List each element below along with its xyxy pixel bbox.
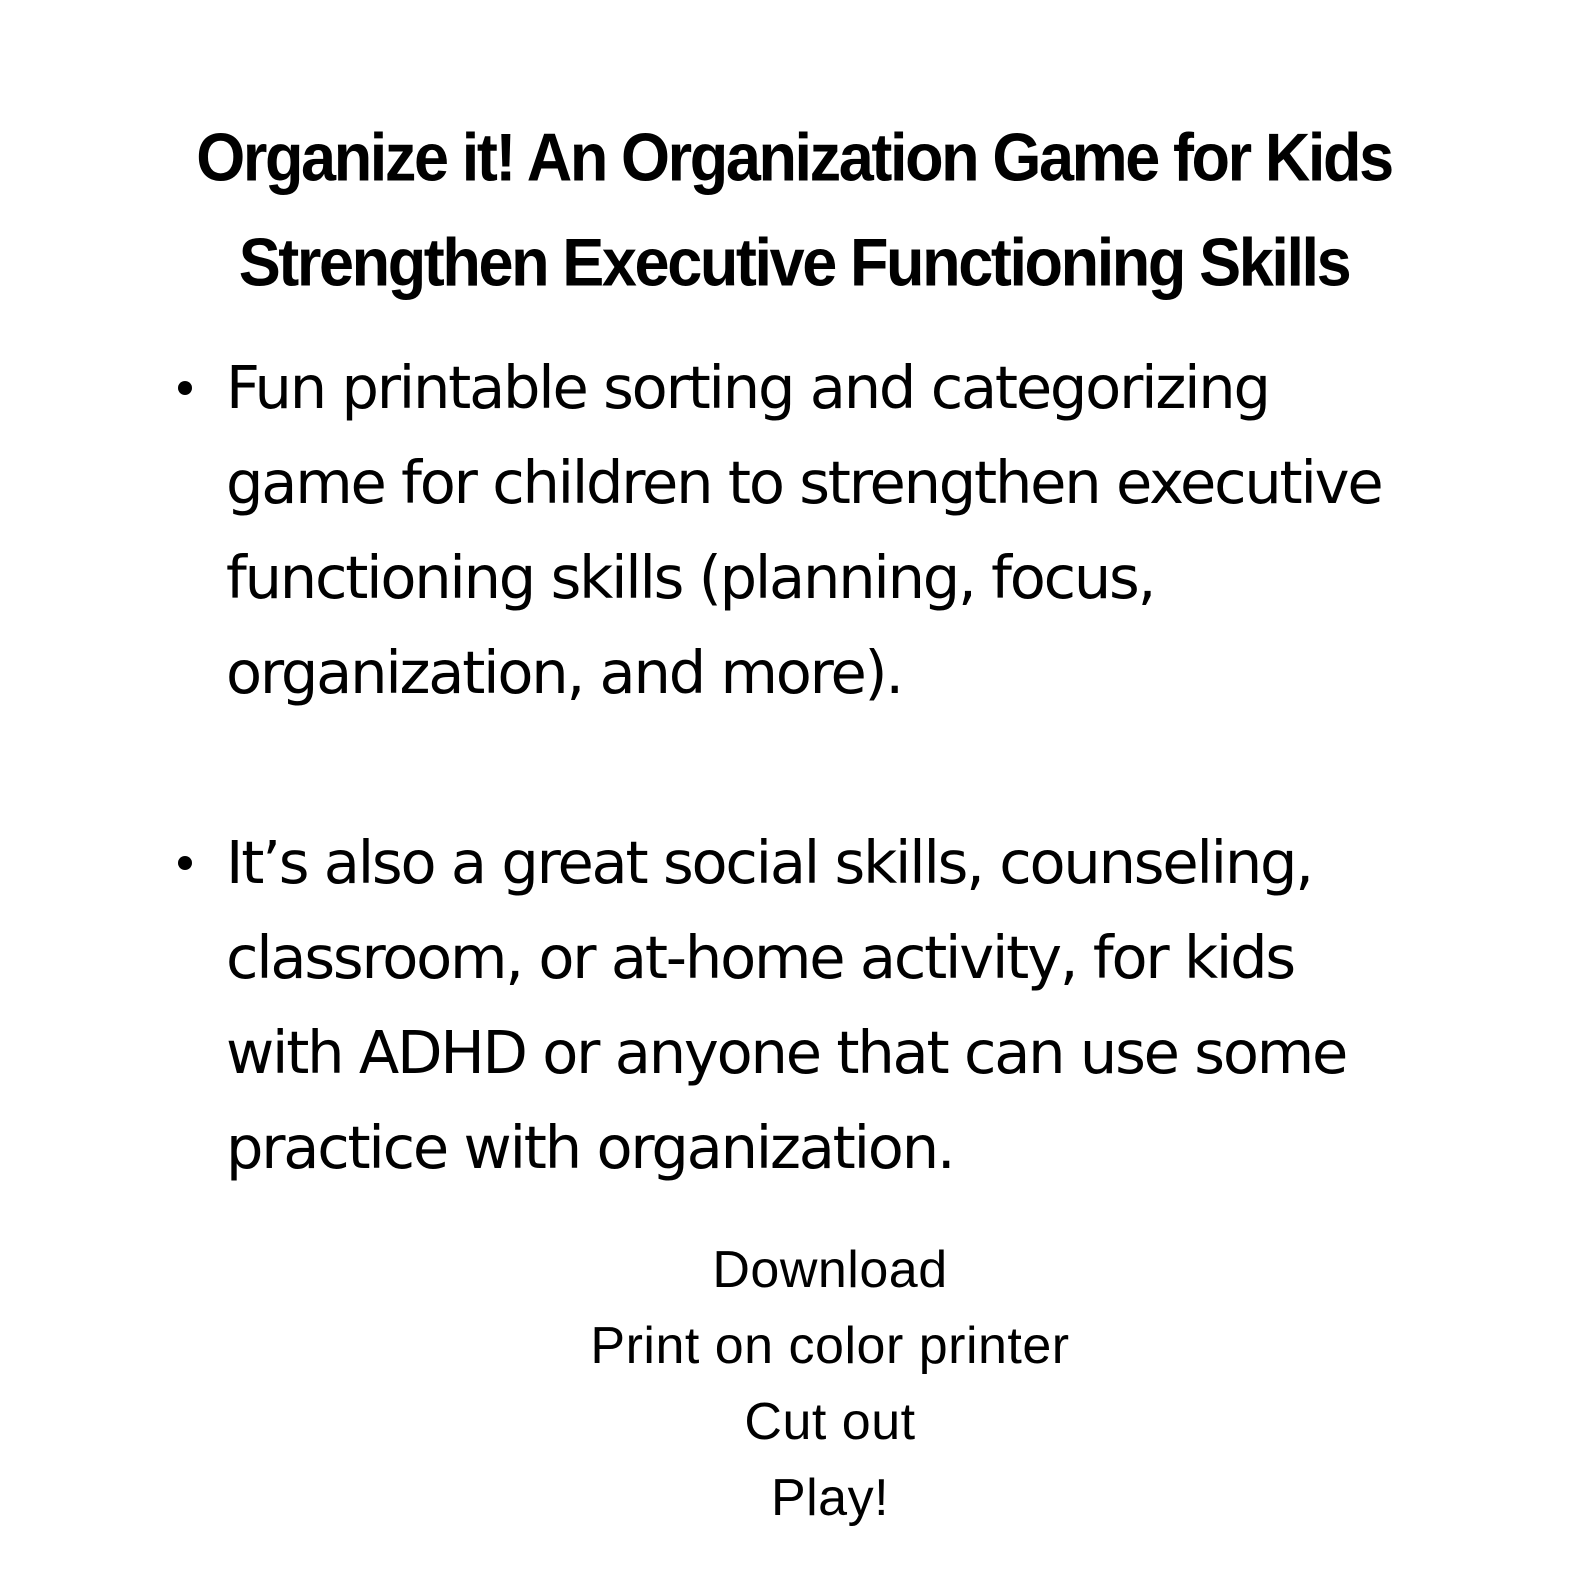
bullet-line: organization, and more).: [226, 638, 902, 707]
bullet-line: classroom, or at-home activity, for kids: [226, 923, 1294, 992]
page-title: [0, 106, 1588, 316]
step-cut-out: Cut out: [744, 1393, 916, 1451]
bullet-dot-icon: [178, 856, 192, 870]
feature-bullet-list: [178, 340, 1488, 1195]
bullet-item-game-description: [178, 340, 1488, 720]
title-line-2: Strengthen Executive Functioning Skills: [238, 225, 1350, 301]
title-line-1: Organize it! An Organization Game for Kids: [196, 120, 1392, 196]
bullet-dot-icon: [178, 381, 192, 395]
bullet-line: functioning skills (planning, focus,: [226, 543, 1155, 612]
step-download: Download: [712, 1241, 948, 1299]
bullet-line: with ADHD or anyone that can use some: [226, 1018, 1347, 1087]
bullet-line: practice with organization.: [226, 1113, 954, 1182]
bullet-item-uses: [178, 815, 1488, 1195]
bullet-line: game for children to strengthen executive: [226, 448, 1382, 517]
bullet-line: Fun printable sorting and categorizing: [226, 353, 1269, 422]
step-play: Play!: [770, 1469, 890, 1527]
bullet-line: It’s also a great social skills, counseling,: [226, 828, 1312, 897]
step-print: Print on color printer: [590, 1317, 1070, 1375]
instruction-steps: [0, 1232, 1588, 1536]
